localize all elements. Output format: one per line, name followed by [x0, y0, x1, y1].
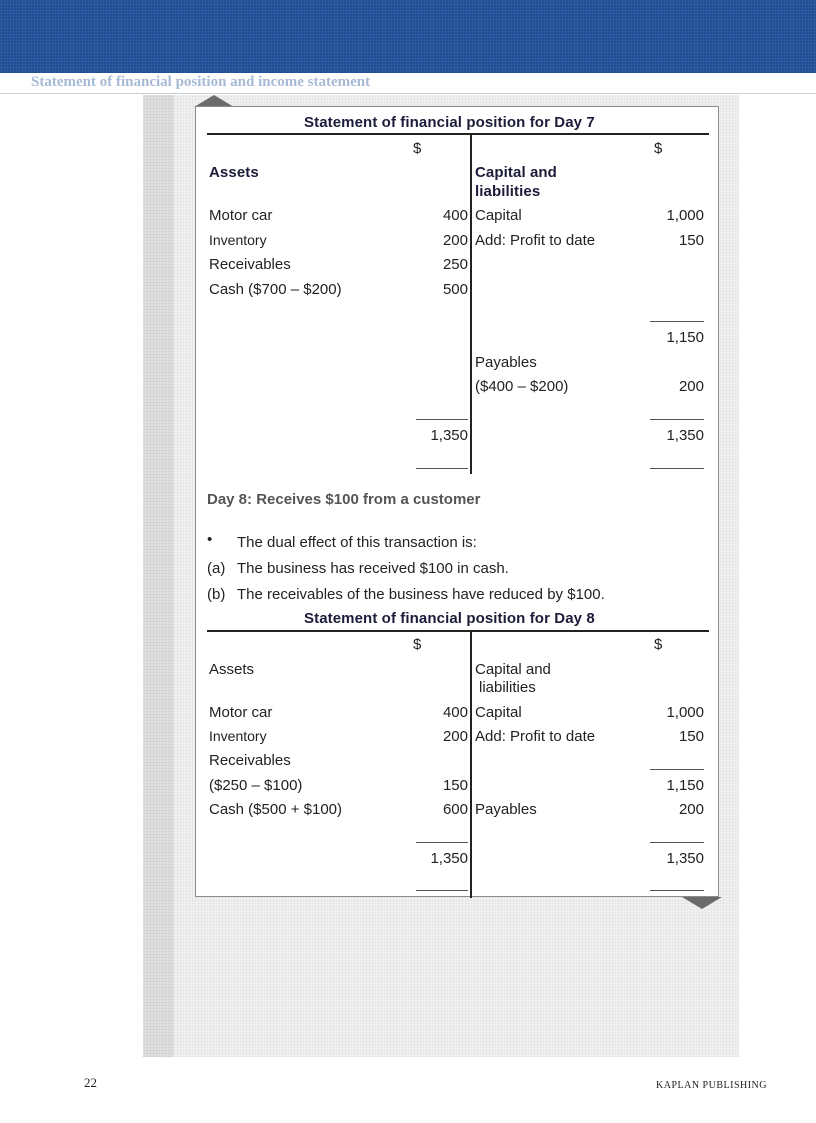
day7-currency-left: $	[413, 140, 422, 157]
day8-bullet-text: The dual effect of this transaction is:	[237, 534, 477, 551]
day7-total-rule-left	[416, 419, 468, 420]
day7-capital-heading-2: liabilities	[475, 183, 541, 200]
day8-currency-left: $	[413, 636, 422, 653]
day7-asset-label: Motor car	[209, 207, 273, 224]
day8-capital-value: 1,000	[666, 704, 704, 721]
day8-total-right: 1,350	[666, 850, 704, 867]
day8-capital-heading-2: liabilities	[479, 679, 536, 696]
day7-right-subtotal: 1,150	[666, 329, 704, 346]
header-band	[0, 0, 816, 73]
day8-motor-car-label: Motor car	[209, 704, 273, 721]
day8-point-text: The receivables of the business have reduced by $100.	[237, 586, 605, 603]
day8-motor-car-value: 400	[442, 704, 468, 721]
day8-point-marker: (a)	[207, 560, 226, 577]
day8-point-text: The business has received $100 in cash.	[237, 560, 509, 577]
day7-liability-label: Capital	[475, 207, 522, 224]
day8-right-subtotal: 1,150	[666, 777, 704, 794]
day7-asset-value: 200	[442, 232, 468, 249]
bullet-icon: •	[207, 531, 213, 548]
day8-column-divider	[470, 632, 472, 898]
day8-cash-label: Cash ($500 + $100)	[209, 801, 343, 818]
day7-asset-label: Inventory	[209, 232, 267, 248]
day7-total-left: 1,350	[430, 427, 468, 444]
chapter-title: Statement of financial position and income statement	[31, 74, 371, 90]
day7-asset-value: 400	[442, 207, 468, 224]
day7-asset-value: 250	[442, 256, 468, 273]
day7-asset-label: Receivables	[209, 256, 291, 273]
day7-currency-right: $	[654, 140, 663, 157]
day7-payables-label: Payables	[475, 354, 537, 371]
content-panel	[195, 106, 719, 897]
day8-payables-label: Payables	[475, 801, 537, 818]
day7-double-rule-right	[650, 468, 704, 469]
day7-asset-value: 500	[442, 281, 468, 298]
day7-asset-label: Cash ($700 – $200)	[209, 281, 342, 298]
day7-capital-heading-1: Capital and	[475, 164, 557, 181]
day8-cash-value: 600	[442, 801, 468, 818]
corner-marker-bottom	[682, 897, 722, 909]
page-number: 22	[84, 1075, 97, 1090]
day8-subtotal-rule	[650, 769, 704, 770]
day8-profit-label: Add: Profit to date	[475, 728, 596, 745]
day7-payables-value: 200	[678, 378, 704, 395]
header-divider	[0, 93, 816, 94]
day8-total-left: 1,350	[430, 850, 468, 867]
day8-double-rule-left	[416, 890, 468, 891]
day8-point-marker: (b)	[207, 586, 226, 603]
day8-assets-heading: Assets	[209, 661, 255, 678]
day8-top-rule	[207, 630, 709, 632]
day7-table-title: Statement of financial position for Day 7	[304, 114, 595, 131]
day7-double-rule-left	[416, 468, 468, 469]
day7-liability-value: 1,000	[666, 207, 704, 224]
day8-receivables-value: 150	[442, 777, 468, 794]
day8-capital-heading-1: Capital and	[475, 661, 551, 678]
day8-capital-label: Capital	[475, 704, 522, 721]
day7-assets-heading: Assets	[209, 164, 259, 181]
publisher-name: KAPLAN PUBLISHING	[656, 1080, 768, 1091]
day8-total-rule-right	[650, 842, 704, 843]
day7-payables-calc: ($400 – $200)	[475, 378, 569, 395]
day8-profit-value: 150	[678, 728, 704, 745]
day7-subtotal-rule	[650, 321, 704, 322]
day8-currency-right: $	[654, 636, 663, 653]
day8-double-rule-right	[650, 890, 704, 891]
day7-total-rule-right	[650, 419, 704, 420]
day8-total-rule-left	[416, 842, 468, 843]
day7-liability-value: 150	[678, 232, 704, 249]
day7-total-right: 1,350	[666, 427, 704, 444]
day7-liability-label: Add: Profit to date	[475, 232, 596, 249]
day8-inventory-value: 200	[442, 728, 468, 745]
day8-receivables-calc: ($250 – $100)	[209, 777, 303, 794]
day8-receivables-label: Receivables	[209, 752, 291, 769]
day8-heading: Day 8: Receives $100 from a customer	[207, 491, 481, 508]
page-left-strip	[143, 95, 174, 1057]
day7-top-rule	[207, 133, 709, 135]
day8-table-title: Statement of financial position for Day 8	[304, 610, 595, 627]
day8-inventory-label: Inventory	[209, 728, 267, 744]
day7-column-divider	[470, 135, 472, 474]
day8-payables-value: 200	[678, 801, 704, 818]
